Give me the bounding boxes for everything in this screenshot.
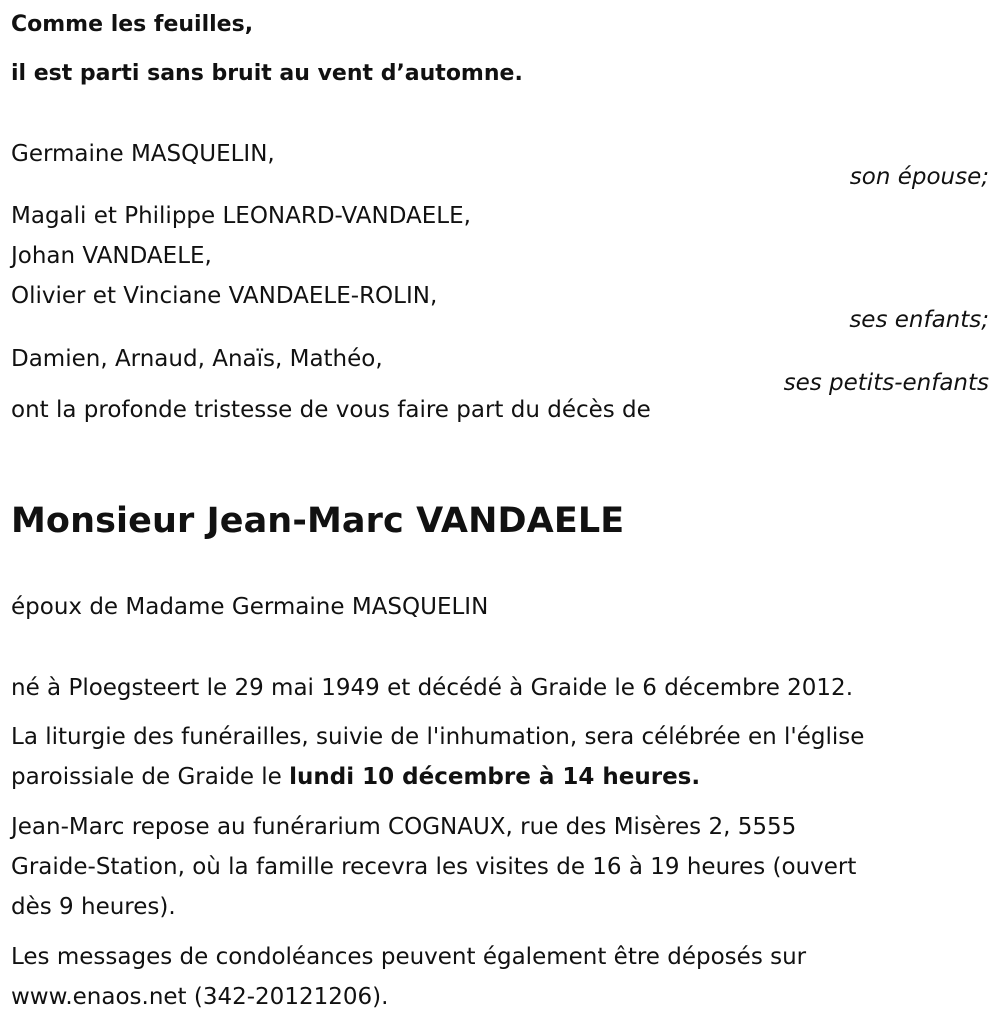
children-role: ses enfants; — [849, 307, 989, 333]
announcement-text: ont la profonde tristesse de vous faire part du décès de — [11, 397, 651, 423]
spouse-of-text: époux de Madame Germaine MASQUELIN — [11, 594, 489, 620]
liturgy-line-1: La liturgie des funérailles, suivie de l'inhumation, sera célébrée en l'église — [11, 724, 865, 750]
deceased-name: Monsieur Jean-Marc VANDAELE — [11, 501, 625, 541]
grandchildren-names: Damien, Arnaud, Anaïs, Mathéo, — [11, 346, 383, 372]
funerarium-line-3: dès 9 heures). — [11, 894, 176, 920]
funerarium-line-1: Jean-Marc repose au funérarium COGNAUX, rue des Misères 2, 5555 — [11, 814, 797, 840]
spouse-name: Germaine MASQUELIN, — [11, 141, 275, 167]
condolences-line-2: www.enaos.net (342-20121206). — [11, 984, 389, 1010]
liturgy-location: paroissiale de Graide le — [11, 764, 290, 790]
liturgy-line-2 — [11, 764, 700, 792]
liturgy-date-time: lundi 10 décembre à 14 heures. — [289, 764, 701, 790]
child-name-1: Magali et Philippe LEONARD-VANDAELE, — [11, 203, 471, 229]
birth-death-text: né à Ploegsteert le 29 mai 1949 et décédé à Graide le 6 décembre 2012. — [11, 675, 854, 701]
funerarium-line-2: Graide-Station, où la famille recevra les visites de 16 à 19 heures (ouvert — [11, 854, 857, 880]
child-name-3: Olivier et Vinciane VANDAELE-ROLIN, — [11, 283, 438, 309]
grandchildren-role: ses petits-enfants — [783, 370, 989, 396]
spouse-role: son épouse; — [849, 164, 989, 190]
epigraph-line-2: il est parti sans bruit au vent d’automne. — [11, 61, 523, 86]
condolences-line-1: Les messages de condoléances peuvent également être déposés sur — [11, 944, 807, 970]
child-name-2: Johan VANDAELE, — [11, 243, 212, 269]
epigraph-line-1: Comme les feuilles, — [11, 12, 254, 37]
